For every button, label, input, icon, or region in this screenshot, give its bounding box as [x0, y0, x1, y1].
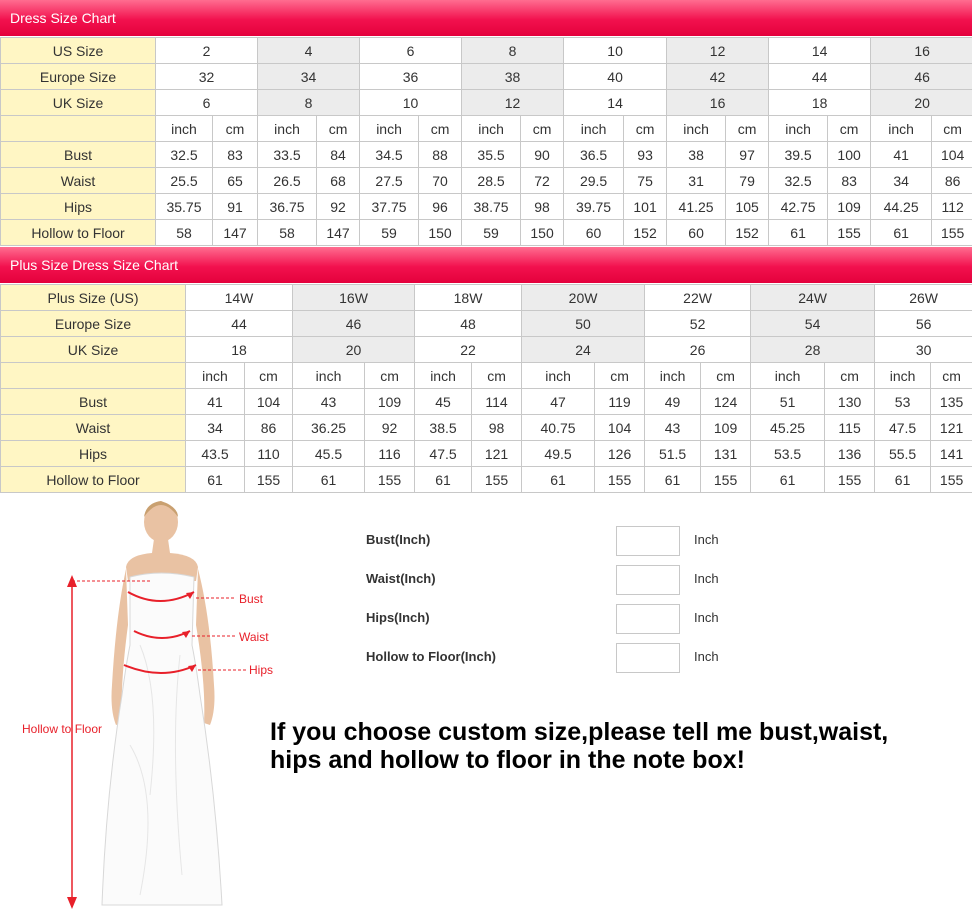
row-label: UK Size — [1, 90, 156, 116]
measure-row — [1, 168, 972, 194]
size-cell: 50 — [522, 311, 645, 337]
unit-cell: cm — [931, 363, 972, 389]
unit-cell: inch — [360, 116, 419, 142]
measure-cell: 98 — [472, 415, 522, 441]
unit-cell: cm — [419, 116, 462, 142]
unit-cell: inch — [462, 116, 521, 142]
measure-cell: 109 — [365, 389, 415, 415]
measure-cell: 45 — [415, 389, 472, 415]
measure-cell: 155 — [931, 467, 972, 493]
measure-row — [1, 220, 972, 246]
measure-cell: 32.5 — [769, 168, 828, 194]
bust-label: Bust — [239, 592, 264, 606]
measure-cell: 45.25 — [751, 415, 825, 441]
measure-cell: 136 — [825, 441, 875, 467]
measure-cell: 115 — [825, 415, 875, 441]
measure-cell: 41 — [186, 389, 245, 415]
unit-cell: inch — [156, 116, 213, 142]
measure-cell: 130 — [825, 389, 875, 415]
measure-cell: 43.5 — [186, 441, 245, 467]
measure-row — [1, 194, 972, 220]
measure-row — [1, 415, 972, 441]
measure-cell: 131 — [701, 441, 751, 467]
size-cell: 24W — [751, 285, 875, 311]
unit-cell: inch — [751, 363, 825, 389]
measure-cell: 124 — [701, 389, 751, 415]
row-label: Europe Size — [1, 64, 156, 90]
size-cell: 18 — [769, 90, 871, 116]
size-cell: 14 — [769, 38, 871, 64]
measure-cell: 91 — [213, 194, 258, 220]
waist-input-row — [366, 565, 746, 595]
measure-cell: 45.5 — [293, 441, 365, 467]
size-cell: 6 — [156, 90, 258, 116]
size-cell: 20W — [522, 285, 645, 311]
model-measurement-figure — [10, 495, 300, 912]
size-cell: 30 — [875, 337, 972, 363]
unit-cell: inch — [258, 116, 317, 142]
measure-cell: 38.75 — [462, 194, 521, 220]
unit-cell: cm — [317, 116, 360, 142]
unit-cell: cm — [213, 116, 258, 142]
size-cell: 46 — [293, 311, 415, 337]
size-cell: 52 — [645, 311, 751, 337]
size-cell: 14 — [564, 90, 667, 116]
row-label: Bust — [1, 142, 156, 168]
hips-input-row — [366, 604, 746, 634]
measure-cell: 109 — [701, 415, 751, 441]
measure-cell: 155 — [932, 220, 972, 246]
measure-cell: 79 — [726, 168, 769, 194]
measure-cell: 60 — [564, 220, 624, 246]
row-label: Hollow to Floor — [1, 220, 156, 246]
size-cell: 22W — [645, 285, 751, 311]
size-cell: 40 — [564, 64, 667, 90]
waist-input-unit: Inch — [694, 571, 719, 586]
plus-size-table — [0, 284, 972, 493]
measure-cell: 43 — [645, 415, 701, 441]
row-label — [1, 116, 156, 142]
measure-cell: 61 — [415, 467, 472, 493]
measure-cell: 116 — [365, 441, 415, 467]
size-cell: 12 — [667, 38, 769, 64]
size-row — [1, 38, 972, 64]
size-cell: 26 — [645, 337, 751, 363]
measure-cell: 28.5 — [462, 168, 521, 194]
measure-cell: 60 — [667, 220, 726, 246]
hips-input-label: Hips(Inch) — [366, 610, 430, 625]
hips-label: Hips — [249, 663, 274, 677]
measure-cell: 27.5 — [360, 168, 419, 194]
size-cell: 8 — [462, 38, 564, 64]
size-cell: 10 — [360, 90, 462, 116]
row-label — [1, 363, 186, 389]
size-cell: 54 — [751, 311, 875, 337]
unit-cell: inch — [564, 116, 624, 142]
measure-cell: 36.25 — [293, 415, 365, 441]
row-label: UK Size — [1, 337, 186, 363]
row-label: Hollow to Floor — [1, 467, 186, 493]
dress-size-chart-title: Dress Size Chart — [10, 10, 116, 26]
measure-cell: 40.75 — [522, 415, 595, 441]
bust-input-field[interactable] — [616, 526, 680, 556]
measure-cell: 88 — [419, 142, 462, 168]
row-label: Bust — [1, 389, 186, 415]
measure-cell: 112 — [932, 194, 972, 220]
measure-cell: 119 — [595, 389, 645, 415]
measure-cell: 47 — [522, 389, 595, 415]
size-cell: 26W — [875, 285, 972, 311]
waist-input-label: Waist(Inch) — [366, 571, 436, 586]
row-label: Hips — [1, 194, 156, 220]
measure-cell: 147 — [213, 220, 258, 246]
bust-input-unit: Inch — [694, 532, 719, 547]
size-cell: 34 — [258, 64, 360, 90]
measure-cell: 155 — [828, 220, 871, 246]
measure-cell: 135 — [931, 389, 972, 415]
size-cell: 16 — [667, 90, 769, 116]
measure-cell: 92 — [365, 415, 415, 441]
custom-size-note — [270, 718, 960, 774]
dress-size-table — [0, 37, 972, 246]
measure-cell: 114 — [472, 389, 522, 415]
measure-cell: 121 — [931, 415, 972, 441]
measure-cell: 26.5 — [258, 168, 317, 194]
measure-cell: 33.5 — [258, 142, 317, 168]
measure-cell: 41 — [871, 142, 932, 168]
hollow-bottom-arrow-icon — [67, 897, 77, 909]
measure-cell: 152 — [624, 220, 667, 246]
unit-cell: inch — [769, 116, 828, 142]
measure-cell: 34.5 — [360, 142, 419, 168]
measure-cell: 104 — [245, 389, 293, 415]
measure-cell: 61 — [186, 467, 245, 493]
size-row — [1, 337, 972, 363]
measure-cell: 98 — [521, 194, 564, 220]
measure-cell: 75 — [624, 168, 667, 194]
measure-row — [1, 467, 972, 493]
unit-cell: cm — [521, 116, 564, 142]
measure-cell: 39.75 — [564, 194, 624, 220]
measure-cell: 61 — [875, 467, 931, 493]
unit-cell: inch — [645, 363, 701, 389]
size-cell: 32 — [156, 64, 258, 90]
size-row — [1, 311, 972, 337]
size-row — [1, 285, 972, 311]
row-label: Europe Size — [1, 311, 186, 337]
size-cell: 46 — [871, 64, 972, 90]
measure-cell: 55.5 — [875, 441, 931, 467]
size-cell: 2 — [156, 38, 258, 64]
unit-cell: cm — [825, 363, 875, 389]
waist-label: Waist — [239, 630, 269, 644]
measure-cell: 126 — [595, 441, 645, 467]
hollow-input-field[interactable] — [616, 643, 680, 673]
size-cell: 12 — [462, 90, 564, 116]
measure-cell: 32.5 — [156, 142, 213, 168]
measure-cell: 68 — [317, 168, 360, 194]
measure-cell: 61 — [751, 467, 825, 493]
measure-cell: 36.5 — [564, 142, 624, 168]
hollow-input-unit: Inch — [694, 649, 719, 664]
unit-cell: cm — [932, 116, 972, 142]
measure-cell: 110 — [245, 441, 293, 467]
row-label: Hips — [1, 441, 186, 467]
measure-row — [1, 142, 972, 168]
hips-input-unit: Inch — [694, 610, 719, 625]
unit-cell: inch — [522, 363, 595, 389]
size-row — [1, 90, 972, 116]
measure-cell: 53 — [875, 389, 931, 415]
measure-cell: 43 — [293, 389, 365, 415]
unit-cell: cm — [595, 363, 645, 389]
measure-cell: 72 — [521, 168, 564, 194]
measure-cell: 147 — [317, 220, 360, 246]
model-neck — [152, 539, 170, 553]
unit-cell: inch — [186, 363, 245, 389]
size-cell: 44 — [186, 311, 293, 337]
measure-cell: 155 — [245, 467, 293, 493]
measure-row — [1, 441, 972, 467]
measure-cell: 49 — [645, 389, 701, 415]
size-cell: 16W — [293, 285, 415, 311]
measure-cell: 96 — [419, 194, 462, 220]
measure-cell: 47.5 — [415, 441, 472, 467]
measure-cell: 41.25 — [667, 194, 726, 220]
size-cell: 56 — [875, 311, 972, 337]
measure-cell: 44.25 — [871, 194, 932, 220]
size-cell: 18 — [186, 337, 293, 363]
measure-cell: 155 — [825, 467, 875, 493]
size-cell: 6 — [360, 38, 462, 64]
measure-cell: 83 — [213, 142, 258, 168]
measure-cell: 104 — [932, 142, 972, 168]
measure-cell: 39.5 — [769, 142, 828, 168]
measure-cell: 105 — [726, 194, 769, 220]
plus-size-chart-title: Plus Size Dress Size Chart — [10, 257, 179, 273]
measure-cell: 58 — [156, 220, 213, 246]
hollow-input-label: Hollow to Floor(Inch) — [366, 649, 496, 664]
size-cell: 16 — [871, 38, 972, 64]
hips-input-field[interactable] — [616, 604, 680, 634]
measure-cell: 100 — [828, 142, 871, 168]
unit-cell: cm — [624, 116, 667, 142]
measure-cell: 152 — [726, 220, 769, 246]
row-label: Plus Size (US) — [1, 285, 186, 311]
measure-cell: 101 — [624, 194, 667, 220]
measure-cell: 83 — [828, 168, 871, 194]
measure-cell: 58 — [258, 220, 317, 246]
measure-cell: 36.75 — [258, 194, 317, 220]
unit-cell: cm — [701, 363, 751, 389]
custom-size-note-line1: If you choose custom size,please tell me bust,waist, — [270, 718, 889, 746]
measure-cell: 35.75 — [156, 194, 213, 220]
unit-cell: inch — [871, 116, 932, 142]
measure-cell: 92 — [317, 194, 360, 220]
unit-cell: inch — [875, 363, 931, 389]
size-cell: 44 — [769, 64, 871, 90]
unit-cell: cm — [245, 363, 293, 389]
measure-cell: 61 — [645, 467, 701, 493]
measure-cell: 34 — [186, 415, 245, 441]
hollow-input-row — [366, 643, 746, 673]
unit-row — [1, 363, 972, 389]
unit-cell: inch — [415, 363, 472, 389]
measure-cell: 70 — [419, 168, 462, 194]
row-label: Waist — [1, 168, 156, 194]
size-cell: 10 — [564, 38, 667, 64]
measure-cell: 61 — [871, 220, 932, 246]
measure-cell: 31 — [667, 168, 726, 194]
measure-cell: 121 — [472, 441, 522, 467]
size-cell: 20 — [293, 337, 415, 363]
custom-size-section — [0, 495, 972, 912]
size-cell: 20 — [871, 90, 972, 116]
measure-cell: 61 — [293, 467, 365, 493]
measure-cell: 47.5 — [875, 415, 931, 441]
size-cell: 18W — [415, 285, 522, 311]
measure-cell: 53.5 — [751, 441, 825, 467]
size-cell: 38 — [462, 64, 564, 90]
measure-cell: 141 — [931, 441, 972, 467]
bust-input-label: Bust(Inch) — [366, 532, 431, 547]
measure-cell: 65 — [213, 168, 258, 194]
measure-cell: 29.5 — [564, 168, 624, 194]
size-cell: 14W — [186, 285, 293, 311]
measure-cell: 155 — [472, 467, 522, 493]
measure-cell: 155 — [365, 467, 415, 493]
size-cell: 8 — [258, 90, 360, 116]
measure-cell: 34 — [871, 168, 932, 194]
size-cell: 22 — [415, 337, 522, 363]
measure-cell: 25.5 — [156, 168, 213, 194]
measure-cell: 84 — [317, 142, 360, 168]
measure-cell: 86 — [932, 168, 972, 194]
row-label: Waist — [1, 415, 186, 441]
hollow-to-floor-label: Hollow to Floor — [22, 722, 103, 736]
measure-cell: 150 — [521, 220, 564, 246]
unit-cell: inch — [293, 363, 365, 389]
measure-cell: 59 — [360, 220, 419, 246]
unit-cell: cm — [365, 363, 415, 389]
measure-cell: 86 — [245, 415, 293, 441]
measure-cell: 35.5 — [462, 142, 521, 168]
unit-cell: inch — [667, 116, 726, 142]
plus-size-chart-banner — [0, 247, 972, 283]
row-label: US Size — [1, 38, 156, 64]
unit-cell: cm — [726, 116, 769, 142]
size-cell: 36 — [360, 64, 462, 90]
measure-cell: 93 — [624, 142, 667, 168]
measure-cell: 37.75 — [360, 194, 419, 220]
measure-row — [1, 389, 972, 415]
measure-cell: 155 — [701, 467, 751, 493]
unit-cell: cm — [828, 116, 871, 142]
measure-cell: 42.75 — [769, 194, 828, 220]
waist-input-field[interactable] — [616, 565, 680, 595]
measure-cell: 97 — [726, 142, 769, 168]
measure-cell: 59 — [462, 220, 521, 246]
size-cell: 4 — [258, 38, 360, 64]
custom-size-note-line2: hips and hollow to floor in the note box! — [270, 746, 745, 774]
measure-cell: 61 — [522, 467, 595, 493]
measure-cell: 150 — [419, 220, 462, 246]
unit-row — [1, 116, 972, 142]
measure-cell: 155 — [595, 467, 645, 493]
measure-cell: 104 — [595, 415, 645, 441]
size-cell: 42 — [667, 64, 769, 90]
dress-size-chart-banner — [0, 0, 972, 36]
size-cell: 48 — [415, 311, 522, 337]
measure-cell: 38 — [667, 142, 726, 168]
measure-cell: 49.5 — [522, 441, 595, 467]
measure-cell: 90 — [521, 142, 564, 168]
bust-input-row — [366, 526, 746, 556]
measure-cell: 51.5 — [645, 441, 701, 467]
measure-cell: 109 — [828, 194, 871, 220]
size-cell: 28 — [751, 337, 875, 363]
unit-cell: cm — [472, 363, 522, 389]
size-row — [1, 64, 972, 90]
measure-cell: 61 — [769, 220, 828, 246]
measure-cell: 51 — [751, 389, 825, 415]
measure-cell: 38.5 — [415, 415, 472, 441]
size-cell: 24 — [522, 337, 645, 363]
